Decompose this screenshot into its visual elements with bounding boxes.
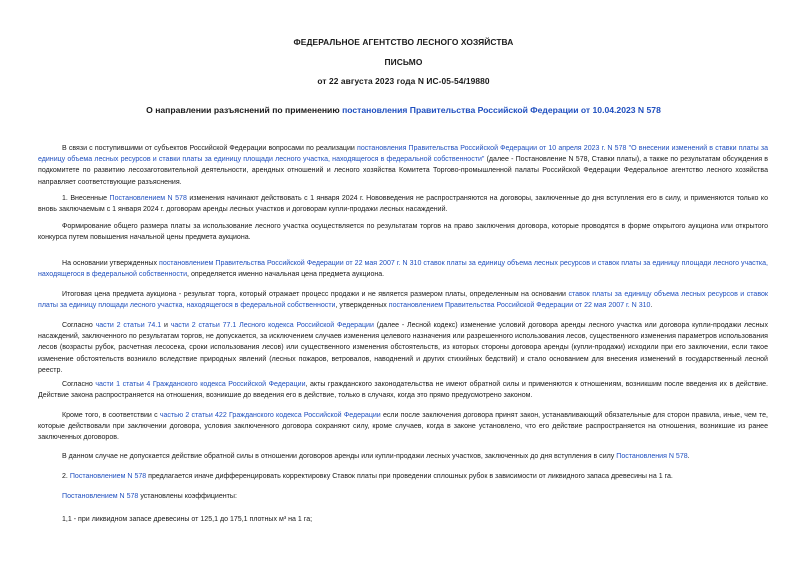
agency-title: ФЕДЕРАЛЬНОЕ АГЕНТСТВО ЛЕСНОГО ХОЗЯЙСТВА: [293, 37, 514, 47]
paragraph-text: Согласно: [62, 381, 96, 388]
link-decree-578[interactable]: Постановлением N 578: [69, 473, 147, 480]
paragraph-11: [38, 491, 768, 502]
link-decree-578[interactable]: Постановлением N 578: [62, 493, 139, 500]
link-decree-578-full[interactable]: постановления Правительства Российской Федерации от 10 апреля 2023 г. N 578 "О внесении изменений в ставки платы за единицу объема лесных ресурсов и ставки платы за единицу площади лесного участка, находящегося в федеральной собственности": [38, 145, 768, 164]
paragraph-text: , утвержденных: [335, 302, 389, 310]
paragraph-4: [38, 258, 768, 280]
paragraph-text: 1,1 - при ликвидном запасе древесины от 125,1 до 175,1 плотных м³ на 1 га;: [62, 516, 313, 523]
document-subject: [0, 105, 807, 115]
link-decree-578[interactable]: Постановлением N 578: [109, 195, 187, 202]
link-decree-310-rates[interactable]: постановлением Правительства Российской Федерации от 22 мая 2007 г. N 310 ставок платы за единицу объема лесных ресурсов и ставок платы за единицу площади лесного участка, находящегося в федеральной собственности: [38, 260, 768, 279]
paragraph-text: На основании утвержденных: [62, 260, 160, 267]
link-art-74-1[interactable]: части 2 статьи 74.1: [95, 322, 162, 329]
paragraph-text: Формирование общего размера платы за использование лесного участка осуществляется по результатам торгов на право заключения договора, которые проводятся в форме открытого аукциона или открытого конкурса путем повышения начальной цены предмета аукциона.: [38, 223, 768, 242]
paragraph-5: [38, 289, 768, 311]
paragraph-3: [38, 221, 768, 243]
paragraph-text: и: [161, 322, 171, 329]
paragraph-9: [38, 451, 768, 462]
paragraph-text: В связи с поступившими от субъектов Российской Федерации вопросами по реализации: [62, 145, 357, 152]
paragraph-text: (далее - Постановление N 578, Ставки платы), а также по результатам обсуждения в подкомитете по развитию лесозаготовительной деятельности, арендных отношений и лесного хозяйства Комитета Торгово-промышленной палаты Российской Федерации Федеральное агентство лесного хозяйства направляет соответствующие разъяснения.: [38, 156, 768, 186]
paragraph-2: [38, 193, 768, 215]
document-date-number: от 22 августа 2023 года N ИС-05-54/19880: [317, 76, 490, 86]
paragraph-6: [38, 320, 768, 376]
paragraph-text: Итоговая цена предмета аукциона - результат торга, который отражает процесс продажи и не является размером платы, определенным на основании: [62, 291, 569, 298]
paragraph-12: [38, 514, 768, 525]
link-decree-310[interactable]: постановлением Правительства Российской Федерации от 22 мая 2007 г. N 310: [388, 302, 651, 310]
paragraph-text: В данном случае не допускается действие обратной силы в отношении договоров аренды или купли-продажи лесных участков, заключенных до дня вступления в силу: [62, 453, 617, 460]
paragraph-text: (далее - Лесной кодекс) изменение условий договора аренды лесного участка или договора купли-продажи лесных насаждений, заключенного по результатам торгов, не допускается, за исключением случаев изменения целевого назначения или разрешенного использования лесов, существенного изменения параметров использования лесов (возрасты рубок, расчетная лесосека, сроки использования лесов) или существенного изменения обстоятельств, из которых стороны договора аренды (купли-продажи) исходили при его заключении, если такое изменение обстоятельств возникло вследствие природных явлений (лесных пожаров, ветровалов, наводнений и других стихийных бедствий) и стало основанием для внесения изменений в государственный лесной реестр.: [38, 322, 768, 374]
paragraph-text: 1. Внесенные: [62, 195, 110, 202]
paragraph-text: , определяется именно начальная цена предмета аукциона.: [187, 271, 385, 279]
link-rates[interactable]: ставок платы за единицу объема лесных ресурсов и ставок платы за единицу площади лесного участка, находящегося в федеральной собственности: [38, 291, 768, 310]
document-type: ПИСЬМО: [384, 57, 423, 67]
paragraph-text: .: [650, 302, 653, 310]
paragraph-7: [38, 379, 768, 401]
paragraph-text: Кроме того, в соответствии с: [62, 412, 160, 419]
paragraph-text: 2.: [62, 473, 70, 480]
link-art-77-1-forest-code[interactable]: части 2 статьи 77.1 Лесного кодекса Российской Федерации: [170, 322, 374, 329]
paragraph-1: [38, 143, 768, 188]
subject-prefix: О направлении разъяснений по применению: [146, 105, 343, 115]
paragraph-text: изменения начинают действовать с 1 января 2024 г. Нововведения не распространяются на договоры, заключенные до дня вступления его в силу, и применяются только ко вновь заключаемым с 1 января 2024 г. договорам аренды лесных участков и договорам купли-продажи лесных насаждений.: [38, 195, 769, 214]
paragraph-text: Согласно: [62, 322, 96, 329]
paragraph-text: установлены коэффициенты:: [138, 493, 237, 500]
link-decree-578[interactable]: Постановления N 578: [616, 453, 688, 460]
paragraph-text: , акты гражданского законодательства не имеют обратной силы и применяются к отношениям, возникшим после введения их в действие. Действие закона распространяется на отношения, возникшие до введения его в действие, только в случаях, когда это прямо предусмотрено законом.: [38, 381, 768, 400]
paragraph-text: если после заключения договора принят закон, устанавливающий обязательные для сторон правила, иные, чем те, которые действовали при заключении договора, условия заключенного договора сохраняют силу, кроме случаев, когда в законе установлено, что его действие распространяется на отношения, возникшие из ранее заключенных договоров.: [38, 412, 768, 442]
link-civil-code-art-4[interactable]: части 1 статьи 4 Гражданского кодекса Российской Федерации: [95, 381, 306, 388]
paragraph-text: предлагается иначе дифференцировать корректировку Ставок платы при проведении сплошных рубок в зависимости от ликвидного запаса древесины на 1 га.: [146, 473, 673, 480]
paragraph-text: .: [687, 453, 690, 460]
paragraph-10: [38, 471, 768, 482]
subject-link[interactable]: постановления Правительства Российской Федерации от 10.04.2023 N 578: [342, 105, 661, 115]
paragraph-8: [38, 410, 768, 444]
link-civil-code-art-422[interactable]: частью 2 статьи 422 Гражданского кодекса Российской Федерации: [159, 412, 381, 419]
